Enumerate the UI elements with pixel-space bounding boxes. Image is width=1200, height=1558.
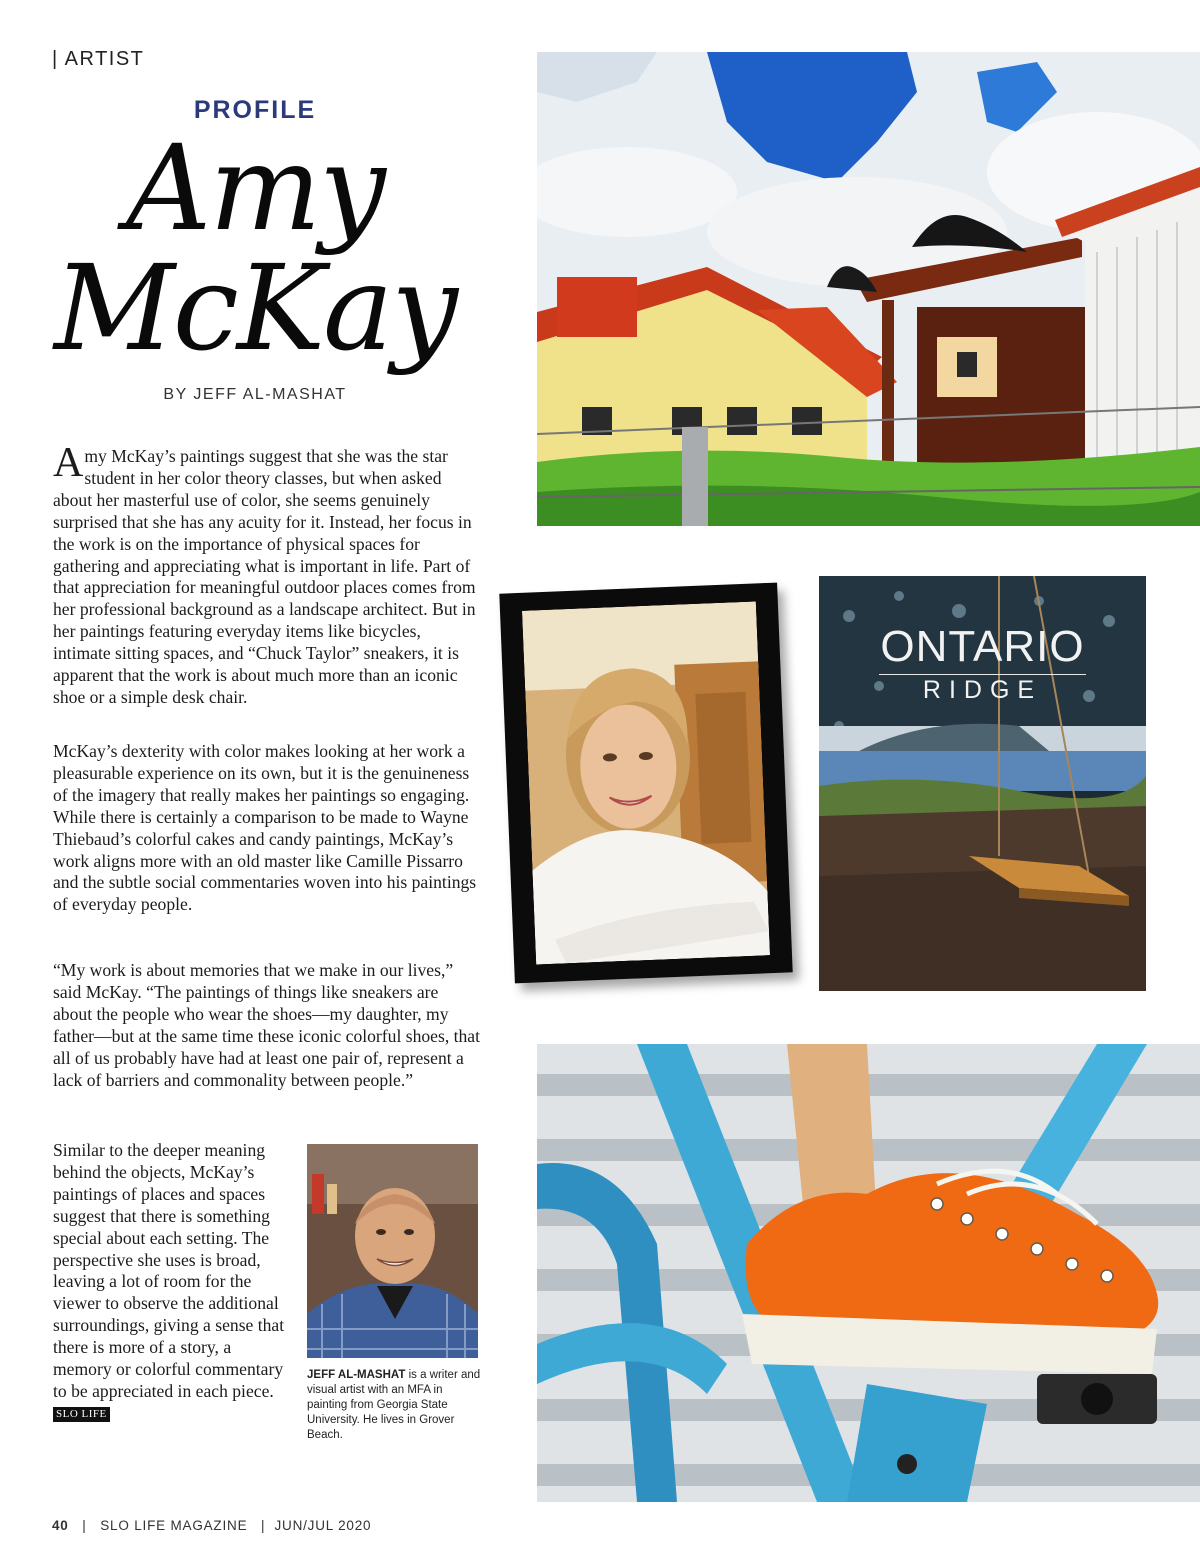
author-bio-text: is a writer and visual artist with an MFA in painting from Georgia State University. He lives in Grover Beach. [307, 1369, 481, 1441]
author-name: JEFF AL-MASHAT [307, 1369, 406, 1381]
article-paragraph-3: “My work is about memories that we make in our lives,” said McKay. “The paintings of things like sneakers are about the people who wear the shoes—my daughter, my father—but at the same time these iconic colorful shoes, that all of us probably have had at least one pair of, represent a lack of barriers and commonality between people.” [53, 960, 481, 1090]
artist-portrait-frame [499, 583, 792, 984]
author-bio-caption [307, 1368, 483, 1443]
painting-sneaker-bicycle [537, 1044, 1200, 1502]
ontario-ridge-poster [819, 576, 1146, 991]
article-title [30, 119, 480, 377]
section-label: | ARTIST [52, 48, 145, 70]
page-number: 40 [52, 1518, 69, 1533]
title-line-first-name: Amy [126, 119, 384, 257]
paragraph-1-text: my McKay’s paintings suggest that she was the star student in her color theory classes, but when asked about her masterful use of color, she seems genuinely surprised that she has any acuity for it. Instead, her focus in the work is on the importance of physical spaces for gathering and appreciating what is important in life. Part of that appreciation for meaningful outdoor places comes from her professional background as a landscape architect. But in her paintings featuring everyday items like bicycles, intimate sitting spaces, and “Chuck Taylor” sneakers, it is apparent that the work is about much more than an iconic shoe or a simple desk chair. [53, 446, 476, 707]
artist-portrait-photo [522, 601, 770, 964]
footer-separator: | [261, 1518, 266, 1533]
drop-cap: A [53, 440, 84, 486]
issue-date: JUN/JUL 2020 [274, 1518, 372, 1533]
byline: BY JEFF AL-MASHAT [163, 386, 347, 403]
footer-separator: | [82, 1518, 87, 1533]
poster-rule-top [879, 674, 1086, 675]
author-photo [307, 1144, 478, 1358]
paragraph-4-text: Similar to the deeper meaning behind the objects, McKay’s paintings of places and spaces suggest that there is something special about each setting. The perspective she uses is broad, leaving a lot of room for the viewer to observe the additional surroundings, giving a sense that there is more of a story, a memory or colorful commentary to be appreciated in each piece. [53, 1140, 285, 1401]
profile-kicker: PROFILE [193, 96, 317, 124]
end-mark-logo: SLO LIFE [53, 1407, 110, 1422]
article-paragraph-4 [53, 1140, 289, 1425]
article-paragraph-2: McKay’s dexterity with color makes looking at her work a pleasurable experience on its own, but it is the genuineness of the imagery that really makes her paintings so engaging. While there is certainly a comparison to be made to Wayne Thiebaud’s colorful cakes and candy paintings, McKay’s work aligns more with an old master like Camille Pissarro and the subtle social commentaries woven into his paintings of everyday people. [53, 741, 477, 915]
magazine-name: SLO LIFE MAGAZINE [100, 1518, 248, 1533]
poster-subtitle: RIDGE [922, 676, 1043, 704]
poster-title: ONTARIO [880, 622, 1085, 671]
article-paragraph-1 [53, 440, 481, 709]
page-footer [52, 1518, 371, 1533]
painting-farmhouse-vultures [537, 52, 1200, 526]
title-line-last-name: McKay [53, 239, 457, 377]
